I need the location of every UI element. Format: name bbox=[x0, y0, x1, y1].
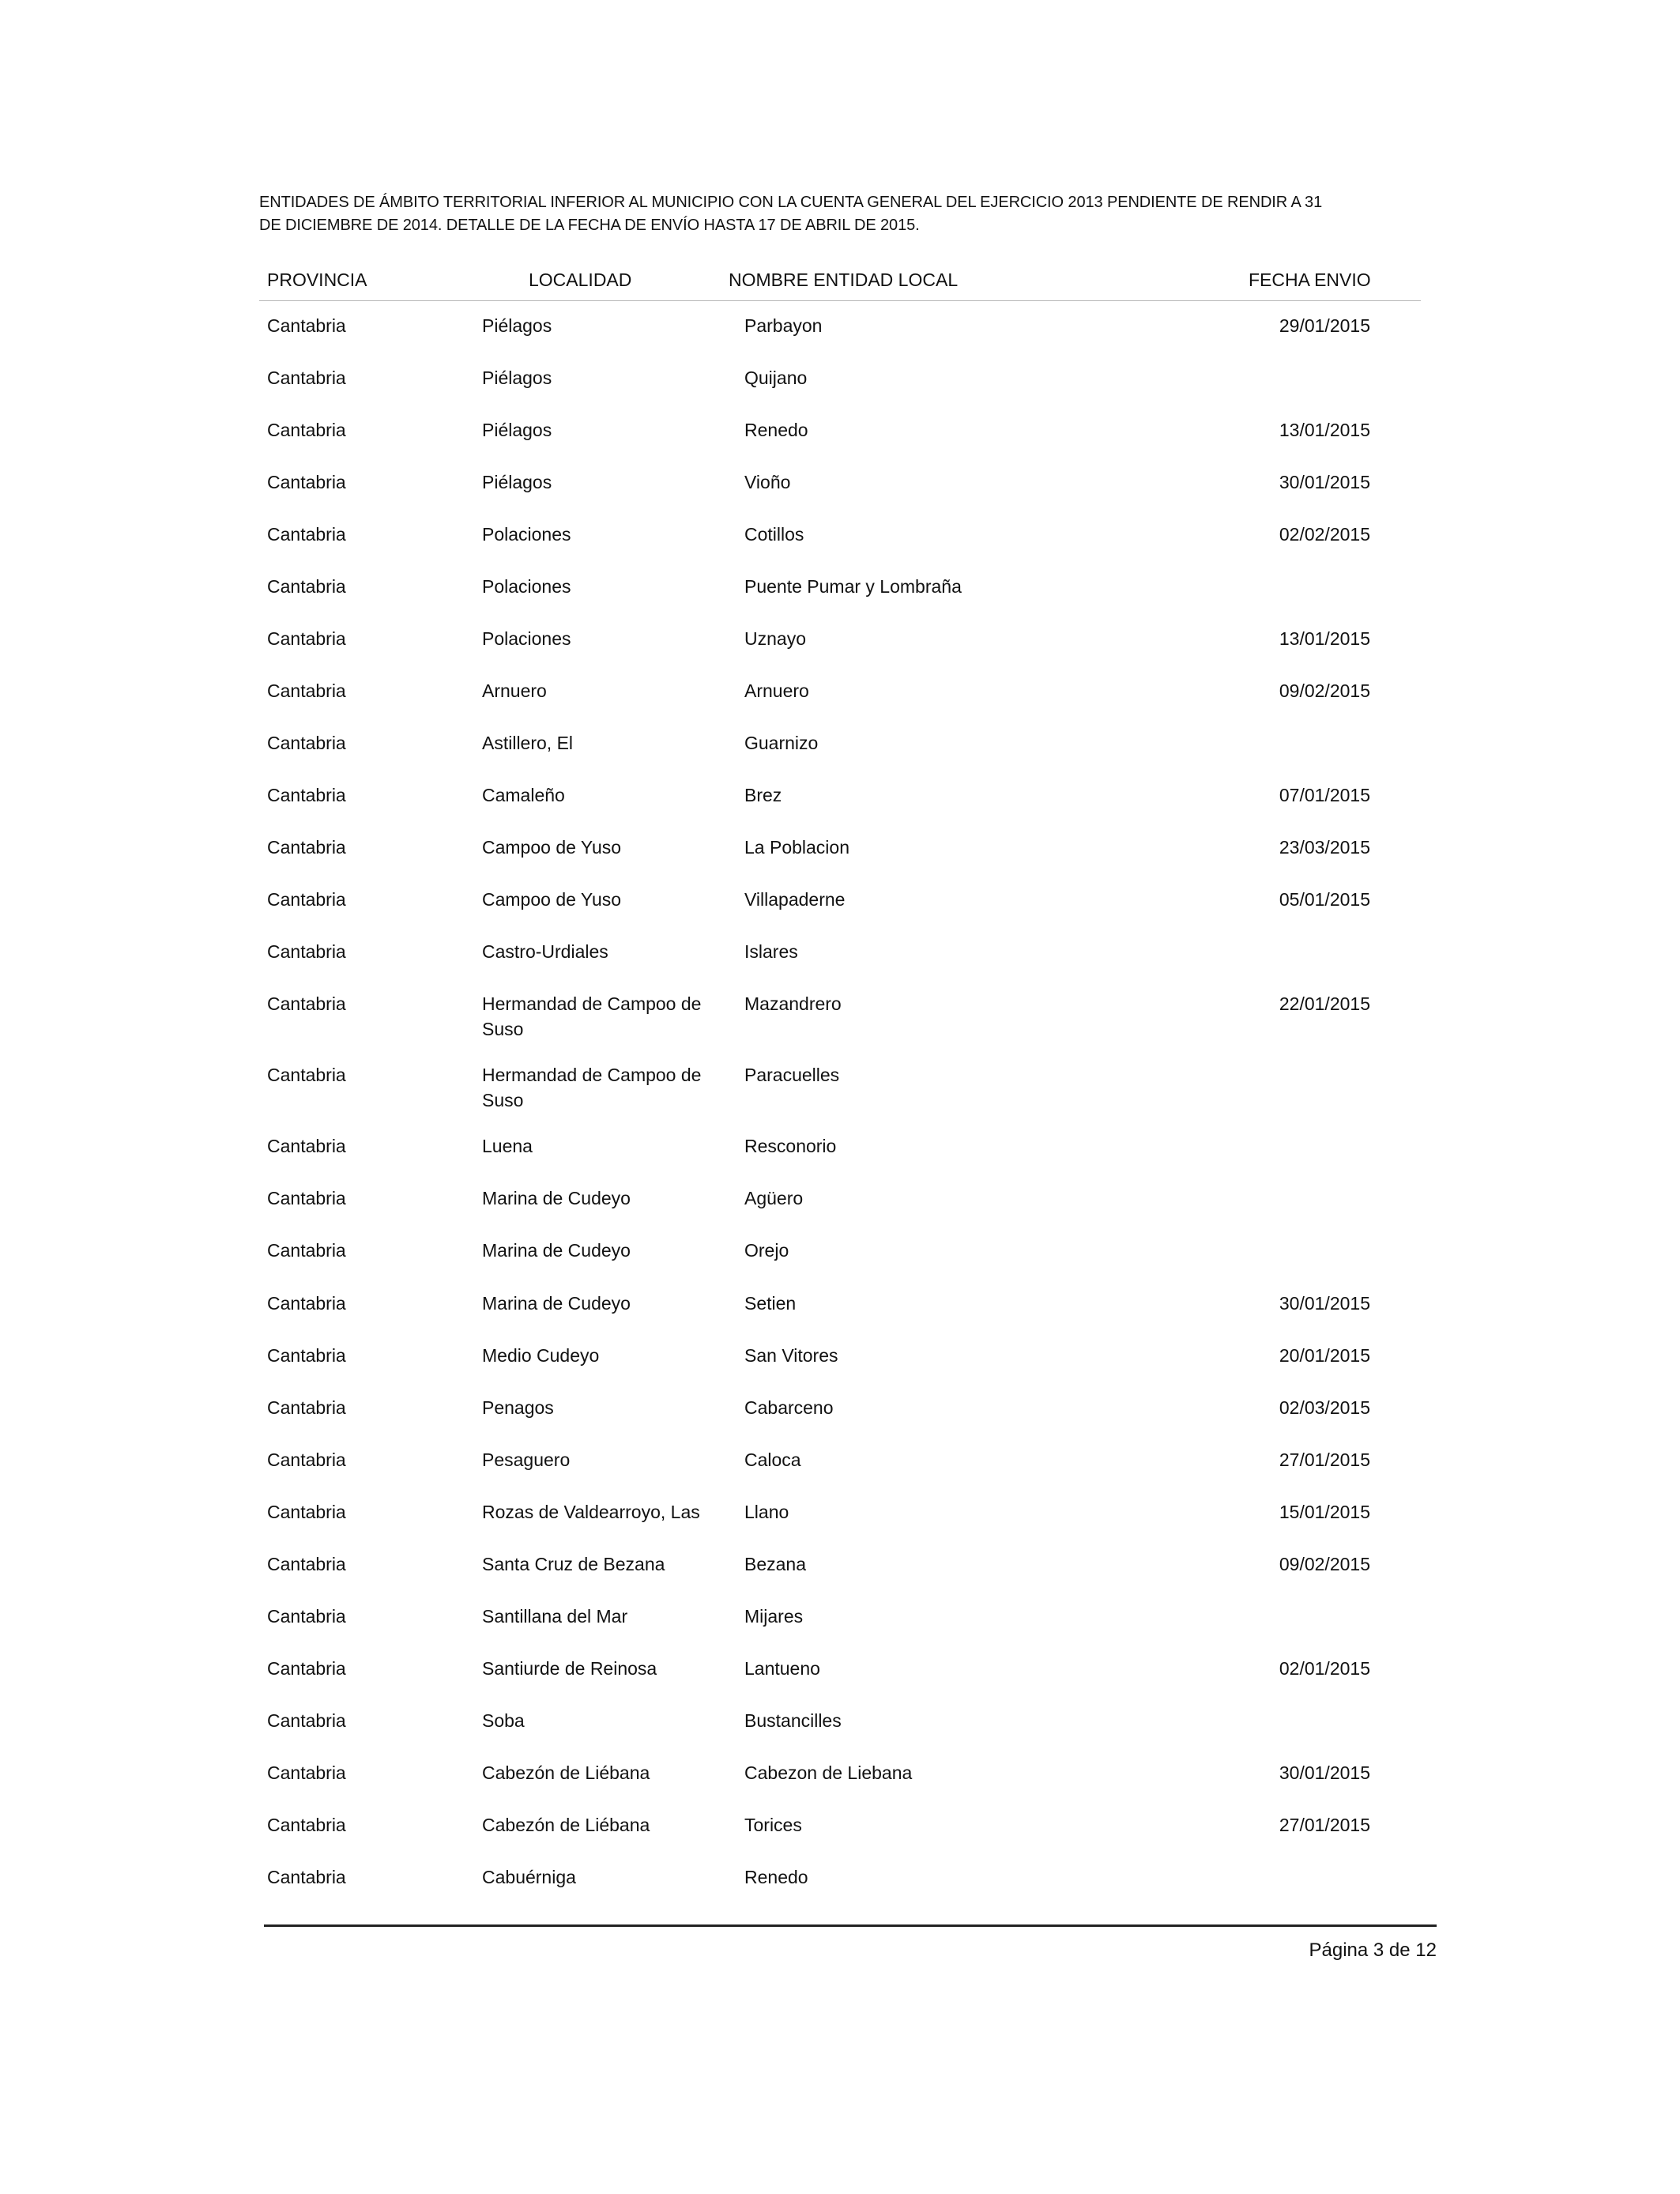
cell-localidad: Cabezón de Liébana bbox=[482, 1815, 650, 1835]
cell-provincia: Cantabria bbox=[267, 680, 346, 701]
cell-entidad: Cotillos bbox=[744, 524, 804, 545]
cell-localidad: Camaleño bbox=[482, 785, 565, 805]
cell-entidad: Bezana bbox=[744, 1554, 807, 1574]
cell-provincia: Cantabria bbox=[267, 1345, 346, 1366]
cell-provincia: Cantabria bbox=[267, 1658, 346, 1679]
cell-fecha: 02/03/2015 bbox=[1279, 1397, 1370, 1418]
cell-provincia: Cantabria bbox=[267, 1136, 346, 1156]
page-title bbox=[259, 191, 1323, 237]
page-title-line-2: DE DICIEMBRE DE 2014. DETALLE DE LA FECHA DE ENVÍO HASTA 17 DE ABRIL DE 2015. bbox=[259, 217, 920, 234]
cell-entidad: Llano bbox=[744, 1502, 789, 1522]
cell-fecha: 23/03/2015 bbox=[1279, 837, 1370, 858]
cell-entidad: Resconorio bbox=[744, 1136, 837, 1156]
cell-localidad: Astillero, El bbox=[482, 733, 574, 753]
cell-localidad: Pesaguero bbox=[482, 1449, 571, 1470]
cell-localidad: Hermandad de Campoo de Suso bbox=[482, 993, 702, 1039]
page-title-line-1: ENTIDADES DE ÁMBITO TERRITORIAL INFERIOR AL MUNICIPIO CON LA CUENTA GENERAL DEL EJERCICIO 2013 PENDIENTE DE RENDIR A 31 bbox=[259, 194, 1323, 211]
cell-entidad: Setien bbox=[744, 1293, 797, 1314]
cell-localidad: Santillana del Mar bbox=[482, 1606, 628, 1627]
table-header bbox=[259, 266, 1421, 301]
cell-localidad: Marina de Cudeyo bbox=[482, 1240, 631, 1261]
cell-provincia: Cantabria bbox=[267, 628, 346, 649]
cell-localidad: Rozas de Valdearroyo, Las bbox=[482, 1502, 700, 1522]
page-number: Página 3 de 12 bbox=[1309, 1940, 1437, 1961]
cell-entidad: Orejo bbox=[744, 1240, 789, 1261]
cell-entidad: Villapaderne bbox=[744, 889, 846, 910]
cell-entidad: Lantueno bbox=[744, 1658, 820, 1679]
cell-entidad: Vioño bbox=[744, 472, 791, 492]
column-header-localidad: LOCALIDAD bbox=[529, 270, 632, 290]
cell-localidad: Santa Cruz de Bezana bbox=[482, 1554, 665, 1574]
cell-fecha: 02/02/2015 bbox=[1279, 524, 1370, 545]
cell-provincia: Cantabria bbox=[267, 368, 346, 388]
cell-localidad: Campoo de Yuso bbox=[482, 889, 622, 910]
cell-entidad: Renedo bbox=[744, 420, 808, 440]
cell-fecha: 27/01/2015 bbox=[1279, 1815, 1370, 1835]
cell-provincia: Cantabria bbox=[267, 524, 346, 545]
cell-localidad: Polaciones bbox=[482, 576, 571, 597]
cell-entidad: Cabezon de Liebana bbox=[744, 1762, 913, 1783]
cell-entidad: Bustancilles bbox=[744, 1710, 842, 1731]
cell-localidad: Soba bbox=[482, 1710, 525, 1731]
cell-provincia: Cantabria bbox=[267, 993, 346, 1014]
cell-localidad: Cabuérniga bbox=[482, 1867, 576, 1887]
cell-localidad: Polaciones bbox=[482, 524, 571, 545]
cell-fecha: 30/01/2015 bbox=[1279, 1293, 1370, 1314]
cell-provincia: Cantabria bbox=[267, 472, 346, 492]
cell-fecha: 30/01/2015 bbox=[1279, 472, 1370, 492]
cell-localidad: Piélagos bbox=[482, 315, 552, 336]
cell-fecha: 05/01/2015 bbox=[1279, 889, 1370, 910]
cell-entidad: Mijares bbox=[744, 1606, 804, 1627]
cell-provincia: Cantabria bbox=[267, 785, 346, 805]
footer-divider bbox=[264, 1924, 1437, 1927]
cell-entidad: Mazandrero bbox=[744, 993, 842, 1014]
cell-localidad: Arnuero bbox=[482, 680, 547, 701]
cell-provincia: Cantabria bbox=[267, 1554, 346, 1574]
cell-fecha: 07/01/2015 bbox=[1279, 785, 1370, 805]
cell-fecha: 15/01/2015 bbox=[1279, 1502, 1370, 1522]
cell-entidad: Uznayo bbox=[744, 628, 806, 649]
cell-fecha: 09/02/2015 bbox=[1279, 680, 1370, 701]
cell-provincia: Cantabria bbox=[267, 1397, 346, 1418]
cell-localidad: Luena bbox=[482, 1136, 533, 1156]
cell-provincia: Cantabria bbox=[267, 1606, 346, 1627]
column-header-provincia: PROVINCIA bbox=[267, 270, 367, 290]
cell-provincia: Cantabria bbox=[267, 1815, 346, 1835]
cell-provincia: Cantabria bbox=[267, 837, 346, 858]
cell-localidad: Santiurde de Reinosa bbox=[482, 1658, 657, 1679]
cell-localidad: Piélagos bbox=[482, 420, 552, 440]
cell-entidad: Arnuero bbox=[744, 680, 809, 701]
cell-localidad: Campoo de Yuso bbox=[482, 837, 622, 858]
cell-localidad: Medio Cudeyo bbox=[482, 1345, 600, 1366]
cell-provincia: Cantabria bbox=[267, 1449, 346, 1470]
cell-entidad: Cabarceno bbox=[744, 1397, 834, 1418]
cell-entidad: Islares bbox=[744, 941, 798, 962]
cell-provincia: Cantabria bbox=[267, 1762, 346, 1783]
column-header-fecha: FECHA ENVIO bbox=[1249, 270, 1371, 290]
cell-fecha: 13/01/2015 bbox=[1279, 628, 1370, 649]
cell-localidad: Marina de Cudeyo bbox=[482, 1293, 631, 1314]
cell-entidad: Torices bbox=[744, 1815, 802, 1835]
column-header-entidad: NOMBRE ENTIDAD LOCAL bbox=[729, 270, 959, 290]
cell-provincia: Cantabria bbox=[267, 1710, 346, 1731]
cell-fecha: 29/01/2015 bbox=[1279, 315, 1370, 336]
cell-localidad: Cabezón de Liébana bbox=[482, 1762, 650, 1783]
cell-provincia: Cantabria bbox=[267, 889, 346, 910]
cell-fecha: 09/02/2015 bbox=[1279, 1554, 1370, 1574]
cell-entidad: Renedo bbox=[744, 1867, 808, 1887]
cell-provincia: Cantabria bbox=[267, 1188, 346, 1208]
cell-localidad: Penagos bbox=[482, 1397, 554, 1418]
cell-provincia: Cantabria bbox=[267, 576, 346, 597]
cell-fecha: 02/01/2015 bbox=[1279, 1658, 1370, 1679]
cell-entidad: Caloca bbox=[744, 1449, 801, 1470]
cell-fecha: 20/01/2015 bbox=[1279, 1345, 1370, 1366]
cell-localidad: Piélagos bbox=[482, 368, 552, 388]
cell-provincia: Cantabria bbox=[267, 1065, 346, 1085]
cell-entidad: Paracuelles bbox=[744, 1065, 840, 1085]
cell-provincia: Cantabria bbox=[267, 420, 346, 440]
cell-localidad: Piélagos bbox=[482, 472, 552, 492]
cell-fecha: 27/01/2015 bbox=[1279, 1449, 1370, 1470]
cell-provincia: Cantabria bbox=[267, 1293, 346, 1314]
cell-localidad: Castro-Urdiales bbox=[482, 941, 608, 962]
cell-entidad: Agüero bbox=[744, 1188, 804, 1208]
cell-localidad: Polaciones bbox=[482, 628, 571, 649]
cell-provincia: Cantabria bbox=[267, 1502, 346, 1522]
cell-entidad: La Poblacion bbox=[744, 837, 849, 858]
cell-fecha: 22/01/2015 bbox=[1279, 993, 1370, 1014]
cell-localidad: Hermandad de Campoo de Suso bbox=[482, 1065, 702, 1110]
cell-entidad: Parbayon bbox=[744, 315, 823, 336]
cell-fecha: 13/01/2015 bbox=[1279, 420, 1370, 440]
cell-fecha: 30/01/2015 bbox=[1279, 1762, 1370, 1783]
cell-entidad: San Vitores bbox=[744, 1345, 838, 1366]
cell-provincia: Cantabria bbox=[267, 941, 346, 962]
cell-provincia: Cantabria bbox=[267, 1240, 346, 1261]
cell-entidad: Quijano bbox=[744, 368, 808, 388]
cell-provincia: Cantabria bbox=[267, 315, 346, 336]
cell-localidad: Marina de Cudeyo bbox=[482, 1188, 631, 1208]
cell-entidad: Guarnizo bbox=[744, 733, 819, 753]
cell-entidad: Puente Pumar y Lombraña bbox=[744, 576, 962, 597]
cell-provincia: Cantabria bbox=[267, 733, 346, 753]
cell-provincia: Cantabria bbox=[267, 1867, 346, 1887]
cell-entidad: Brez bbox=[744, 785, 782, 805]
